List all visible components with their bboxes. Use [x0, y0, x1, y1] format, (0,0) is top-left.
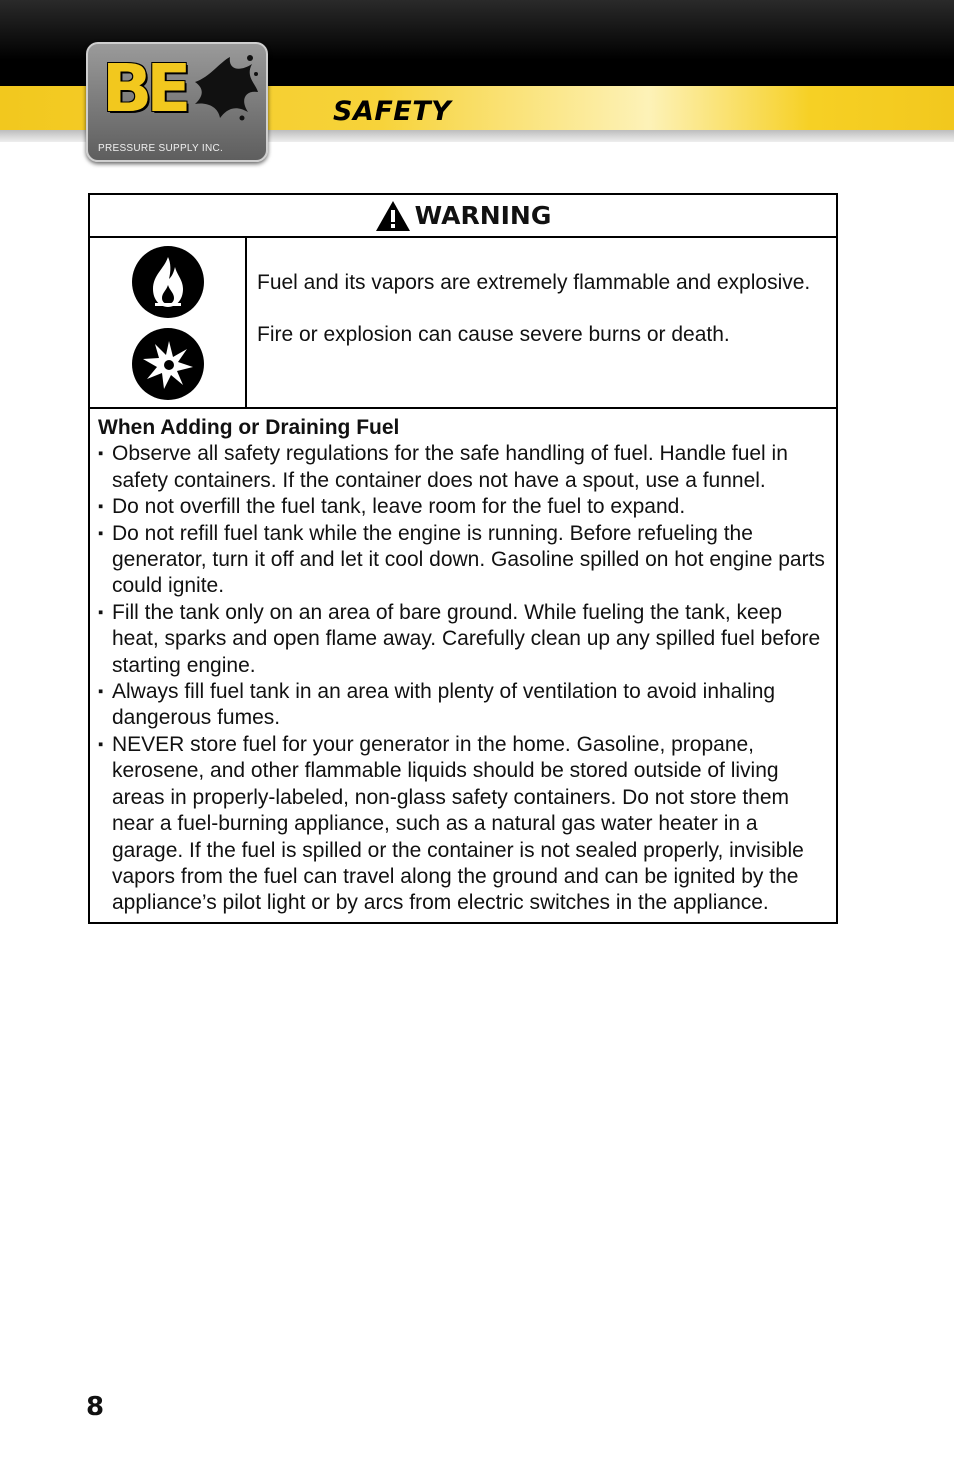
section-title: SAFETY	[333, 96, 452, 127]
list-item: ▪ Observe all safety regulations for the safe handling of fuel. Handle fuel in safety containers. If the container does not have a spout, use a funnel.	[98, 441, 826, 494]
warning-signal-word: WARNING	[414, 201, 552, 230]
list-item: ▪ Always fill fuel tank in an area with plenty of ventilation to avoid inhaling dangerous fumes.	[98, 679, 826, 732]
be-logo	[86, 42, 268, 162]
logo-subtitle: PRESSURE SUPPLY INC.	[98, 143, 224, 154]
list-item: ▪ Do not overfill the fuel tank, leave room for the fuel to expand.	[98, 494, 826, 520]
warning-instructions	[90, 409, 836, 922]
instructions-heading: When Adding or Draining Fuel	[98, 416, 400, 439]
hazard-line: Fuel and its vapors are extremely flammable and explosive.	[257, 271, 811, 294]
hazard-icons	[90, 238, 247, 407]
warning-triangle-icon	[375, 200, 411, 232]
explosion-hazard-icon	[131, 327, 205, 401]
hazard-text	[247, 238, 836, 407]
logo-letters: BE	[102, 50, 186, 127]
warning-box	[88, 193, 838, 924]
page-number: 8	[86, 1392, 105, 1422]
hazard-row	[90, 238, 836, 409]
warning-header	[90, 195, 836, 238]
fire-hazard-icon	[131, 245, 205, 319]
instruction-list	[98, 441, 826, 916]
splash-icon	[190, 52, 260, 122]
hazard-line: Fire or explosion can cause severe burns or death.	[257, 323, 730, 346]
list-item: ▪ Do not refill fuel tank while the engine is running. Before refueling the generator, turn it off and let it cool down. Gasoline spilled on hot engine parts could ignite.	[98, 521, 826, 600]
list-item: ▪ NEVER store fuel for your generator in the home. Gasoline, propane, kerosene, and other flammable liquids should be stored outside of living areas in properly-labeled, non-glass safety containers. Do not store them near a fuel-burning appliance, such as a natural gas water heater in a garage. If the fuel is spilled or the container is not sealed properly, invisible vapors from the fuel can travel along the ground and can be ignited by the appliance’s pilot light or by arcs from electric switches in the appliance.	[98, 732, 826, 917]
list-item: ▪ Fill the tank only on an area of bare ground. While fueling the tank, keep heat, sparks and open flame away. Carefully clean up any spilled fuel before starting engine.	[98, 600, 826, 679]
